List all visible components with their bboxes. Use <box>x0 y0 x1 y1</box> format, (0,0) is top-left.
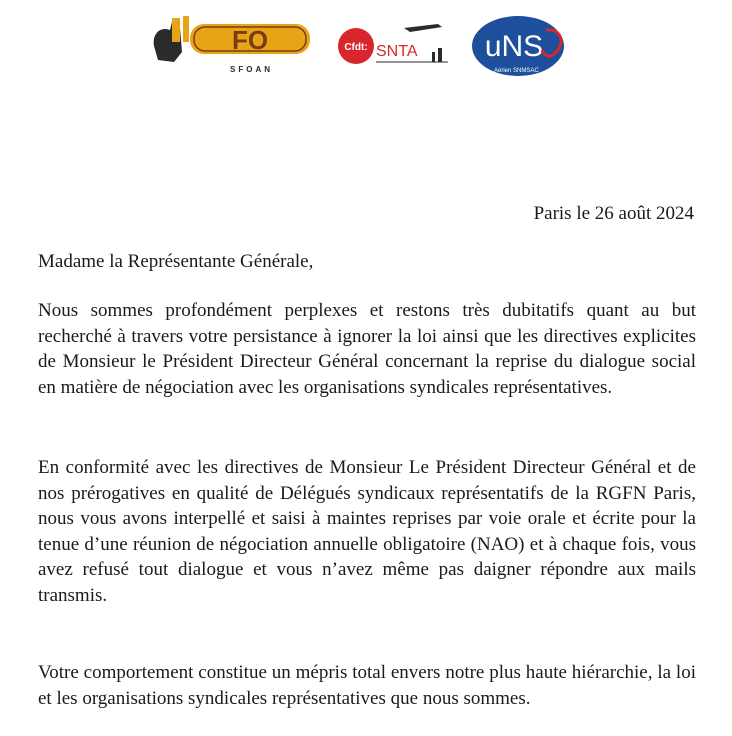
letter-salutation: Madame la Représentante Générale, <box>38 251 314 272</box>
paragraph-1-text: Nous sommes profondément perplexes et restons très dubitatifs quant au but recherché à travers votre persistance à ignorer la loi ainsi que les directives explicites de Monsieur le Président Directeur Général concernant la reprise du dialogue social en matière de négociation avec les organisations syndicales représentatives. <box>38 300 696 398</box>
union-logos-header <box>0 0 732 90</box>
letter-date: Paris le 26 août 2024 <box>533 203 694 224</box>
svg-text:SFOAN: SFOAN <box>230 65 273 74</box>
svg-text:Cfdt:: Cfdt: <box>344 42 368 53</box>
letter-paragraph-3 <box>38 660 696 711</box>
paragraph-2-text: En conformité avec les directives de Monsieur Le Président Directeur Général et de nos prérogatives en qualité de Délégués syndicaux représentatifs de la RGFN Paris, nous vous avons interpellé et saisi à maintes reprises par voie orale et écrite pour la tenue d’une réunion de négociation annuelle obligatoire (NAO) et à chaque fois, vous avez refusé tout dialogue et vous n’avez même pas daigner répondre aux mails transmis. <box>38 457 696 606</box>
svg-text:Aérien SNMSAC: Aérien SNMSAC <box>494 68 539 74</box>
cfdt-snta-logo <box>334 22 452 68</box>
paragraph-3-text: Votre comportement constitue un mépris total envers notre plus haute hiérarchie, la loi et les organisations syndicales représentatives que nous sommes. <box>38 662 696 709</box>
unsa-logo <box>470 14 572 80</box>
svg-text:SNTA: SNTA <box>376 43 418 60</box>
letter-paragraph-2 <box>38 455 696 609</box>
svg-text:FO: FO <box>231 25 269 55</box>
svg-text:uNS: uNS <box>484 30 544 63</box>
letter-paragraph-1 <box>38 298 696 400</box>
fo-sfoan-logo <box>150 12 315 78</box>
